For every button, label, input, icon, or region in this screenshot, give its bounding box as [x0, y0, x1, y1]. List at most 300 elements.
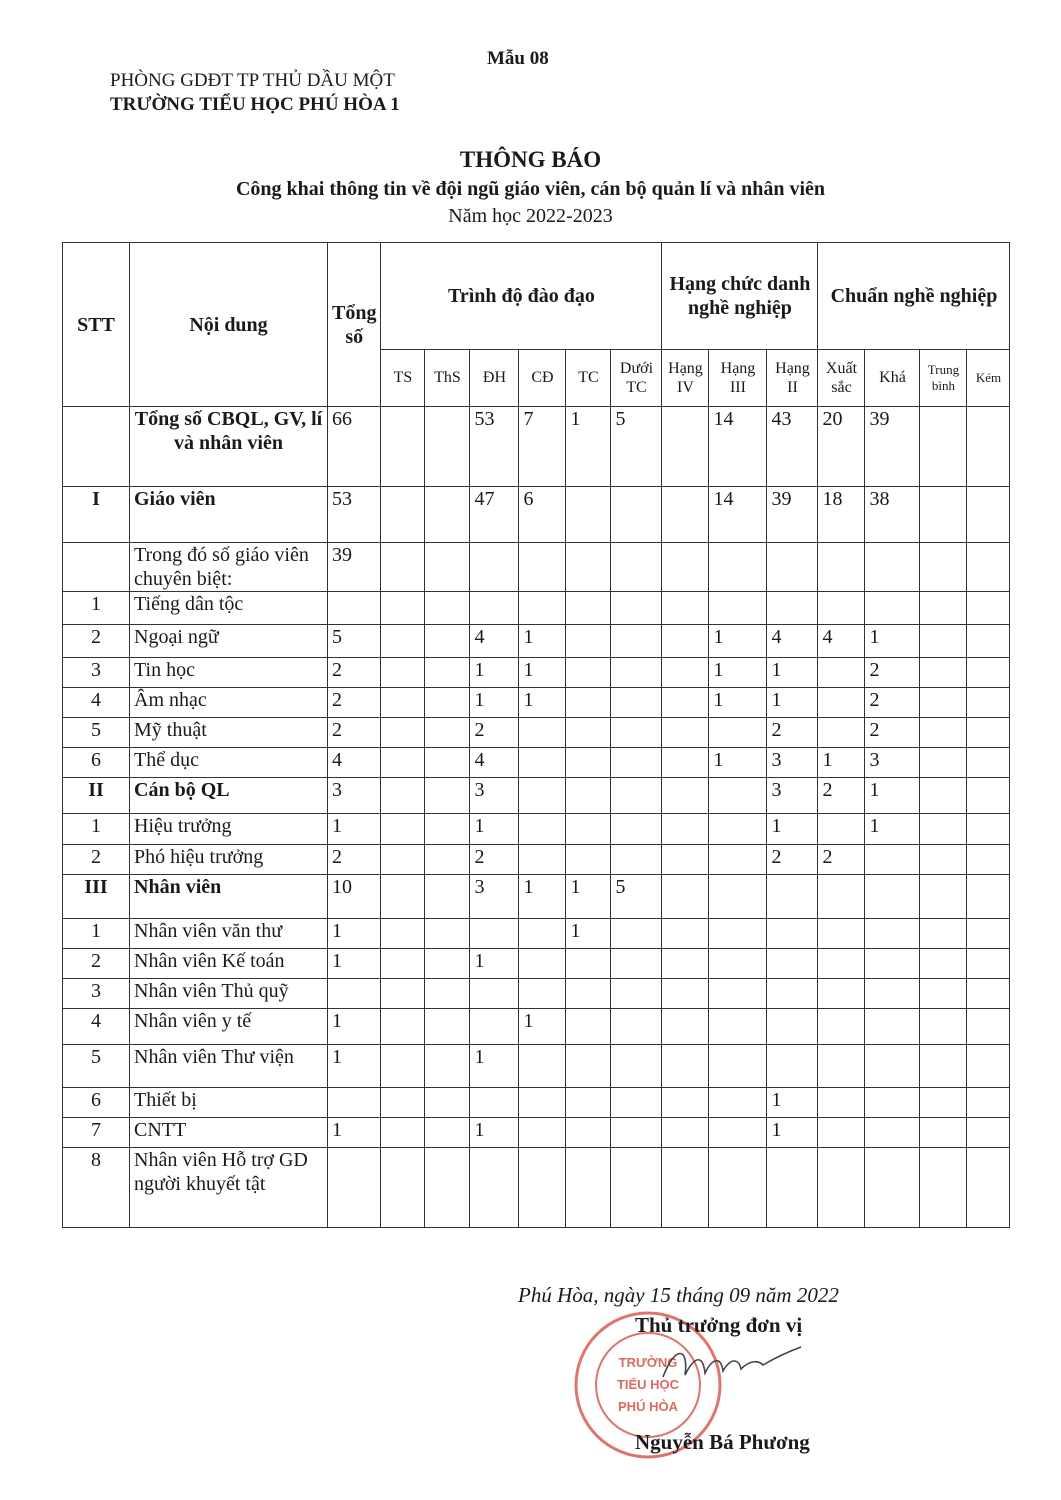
row-h3: 14: [709, 407, 767, 487]
row-total: 1: [328, 949, 381, 979]
row-stt: 4: [63, 1009, 130, 1045]
row-total: 2: [328, 688, 381, 718]
row-duoi: [611, 658, 662, 688]
row-h3: [709, 814, 767, 845]
row-ths: [425, 718, 470, 748]
row-tb: [920, 875, 967, 919]
row-h2: 2: [767, 845, 818, 875]
row-dh: [470, 1088, 519, 1118]
row-content: Thiết bị: [130, 1088, 328, 1118]
row-ts: [381, 688, 425, 718]
row-kha: 2: [865, 658, 920, 688]
row-h2: 3: [767, 778, 818, 814]
row-kha: [865, 845, 920, 875]
row-ts: [381, 407, 425, 487]
row-xs: [818, 875, 865, 919]
table-row: [63, 949, 1010, 979]
row-ts: [381, 875, 425, 919]
header-hang-iv: Hạng IV: [662, 350, 709, 407]
row-kha: 1: [865, 814, 920, 845]
row-kem: [967, 1088, 1010, 1118]
row-ths: [425, 543, 470, 592]
row-dh: [470, 919, 519, 949]
row-tb: [920, 778, 967, 814]
row-h3: [709, 919, 767, 949]
row-total: 4: [328, 748, 381, 778]
row-kem: [967, 778, 1010, 814]
row-tb: [920, 1009, 967, 1045]
row-h2: 2: [767, 718, 818, 748]
row-duoi: [611, 814, 662, 845]
row-tb: [920, 543, 967, 592]
row-xs: [818, 688, 865, 718]
row-cd: [519, 1088, 566, 1118]
row-kha: [865, 875, 920, 919]
row-duoi: 5: [611, 875, 662, 919]
row-kha: [865, 543, 920, 592]
row-tb: [920, 1088, 967, 1118]
header-standard: Chuẩn nghề nghiệp: [818, 243, 1010, 350]
row-h4: [662, 748, 709, 778]
header-ts: TS: [381, 350, 425, 407]
row-xs: [818, 1009, 865, 1045]
row-kem: [967, 979, 1010, 1009]
row-ths: [425, 845, 470, 875]
row-ts: [381, 658, 425, 688]
row-cd: 1: [519, 688, 566, 718]
row-kem: [967, 1148, 1010, 1228]
row-ths: [425, 1118, 470, 1148]
row-cd: 1: [519, 875, 566, 919]
row-h4: [662, 688, 709, 718]
table-row: [63, 688, 1010, 718]
table-row: [63, 1009, 1010, 1045]
department-name: PHÒNG GDĐT TP THỦ DẦU MỘT: [110, 70, 395, 91]
row-h3: 1: [709, 748, 767, 778]
row-tb: [920, 949, 967, 979]
row-xs: [818, 1118, 865, 1148]
row-content: Phó hiệu trưởng: [130, 845, 328, 875]
row-ts: [381, 979, 425, 1009]
row-ts: [381, 919, 425, 949]
row-duoi: [611, 949, 662, 979]
row-stt: 2: [63, 845, 130, 875]
row-content: Trong đó số giáo viên chuyên biệt:: [130, 543, 328, 592]
row-cd: 7: [519, 407, 566, 487]
row-xs: [818, 919, 865, 949]
row-total: 2: [328, 658, 381, 688]
row-kem: [967, 543, 1010, 592]
row-kem: [967, 625, 1010, 658]
row-duoi: [611, 778, 662, 814]
svg-text:TRƯỜNG: TRƯỜNG: [618, 1355, 678, 1370]
row-duoi: [611, 979, 662, 1009]
row-tc: [566, 1045, 611, 1088]
row-ths: [425, 1088, 470, 1118]
row-h2: 1: [767, 1118, 818, 1148]
row-tb: [920, 748, 967, 778]
row-ths: [425, 748, 470, 778]
row-xs: 2: [818, 845, 865, 875]
row-kha: 1: [865, 625, 920, 658]
row-ts: [381, 1148, 425, 1228]
row-h2: [767, 543, 818, 592]
table-row: [63, 748, 1010, 778]
row-ts: [381, 718, 425, 748]
row-h2: [767, 1009, 818, 1045]
row-h4: [662, 814, 709, 845]
row-h4: [662, 1118, 709, 1148]
row-total: 2: [328, 718, 381, 748]
row-dh: 1: [470, 949, 519, 979]
row-tc: [566, 688, 611, 718]
row-tc: 1: [566, 875, 611, 919]
row-cd: [519, 718, 566, 748]
row-h2: [767, 1045, 818, 1088]
row-stt: 1: [63, 592, 130, 625]
table-row: [63, 919, 1010, 949]
row-xs: 4: [818, 625, 865, 658]
row-kem: [967, 1045, 1010, 1088]
row-h2: 1: [767, 688, 818, 718]
row-h2: [767, 592, 818, 625]
row-h3: [709, 1088, 767, 1118]
row-h4: [662, 919, 709, 949]
row-h2: [767, 1148, 818, 1228]
row-kem: [967, 814, 1010, 845]
row-h3: [709, 718, 767, 748]
row-kha: [865, 1118, 920, 1148]
row-h4: [662, 949, 709, 979]
row-duoi: [611, 543, 662, 592]
row-dh: 47: [470, 487, 519, 543]
row-tc: [566, 1148, 611, 1228]
row-dh: 4: [470, 625, 519, 658]
row-cd: 1: [519, 1009, 566, 1045]
row-tc: 1: [566, 407, 611, 487]
row-h4: [662, 592, 709, 625]
row-duoi: [611, 748, 662, 778]
row-tc: [566, 1118, 611, 1148]
header-content: Nội dung: [130, 243, 328, 407]
row-h3: [709, 1045, 767, 1088]
row-tc: [566, 592, 611, 625]
row-total: 39: [328, 543, 381, 592]
row-kem: [967, 1118, 1010, 1148]
row-kha: 2: [865, 688, 920, 718]
row-cd: [519, 979, 566, 1009]
row-xs: [818, 543, 865, 592]
row-duoi: [611, 688, 662, 718]
row-ts: [381, 543, 425, 592]
row-kha: [865, 1148, 920, 1228]
document-title: THÔNG BÁO: [459, 147, 602, 172]
row-tb: [920, 845, 967, 875]
row-total: 1: [328, 1118, 381, 1148]
row-kha: 1: [865, 778, 920, 814]
header-rank: Hạng chức danh nghề nghiệp: [662, 243, 818, 350]
row-xs: [818, 949, 865, 979]
row-ths: [425, 592, 470, 625]
row-content: Ngoại ngữ: [130, 625, 328, 658]
row-h4: [662, 718, 709, 748]
row-content: Tổng số CBQL, GV, lí và nhân viên: [130, 407, 328, 487]
row-duoi: [611, 1118, 662, 1148]
row-tc: [566, 625, 611, 658]
row-kha: 3: [865, 748, 920, 778]
row-duoi: [611, 487, 662, 543]
row-h2: 3: [767, 748, 818, 778]
row-h2: 1: [767, 1088, 818, 1118]
row-duoi: [611, 1148, 662, 1228]
row-tb: [920, 1118, 967, 1148]
row-kha: [865, 1009, 920, 1045]
row-ths: [425, 778, 470, 814]
row-total: [328, 1088, 381, 1118]
row-cd: [519, 592, 566, 625]
row-stt: 2: [63, 625, 130, 658]
row-ths: [425, 1045, 470, 1088]
table-row: [63, 658, 1010, 688]
table-row: [63, 592, 1010, 625]
row-stt: 5: [63, 718, 130, 748]
row-h4: [662, 875, 709, 919]
svg-text:TIỂU HỌC: TIỂU HỌC: [616, 1377, 680, 1392]
row-tc: [566, 845, 611, 875]
row-xs: [818, 979, 865, 1009]
row-total: 66: [328, 407, 381, 487]
row-cd: [519, 814, 566, 845]
row-cd: [519, 1118, 566, 1148]
row-ths: [425, 407, 470, 487]
row-h4: [662, 407, 709, 487]
row-h4: [662, 625, 709, 658]
row-xs: [818, 718, 865, 748]
header-training: Trình độ đào đạo: [381, 243, 662, 350]
row-h2: [767, 875, 818, 919]
row-dh: [470, 592, 519, 625]
form-number: Mẫu 08: [487, 48, 549, 69]
row-h4: [662, 658, 709, 688]
row-h2: [767, 979, 818, 1009]
header-hang-iii: Hạng III: [709, 350, 767, 407]
signature: [655, 1335, 815, 1395]
row-tc: [566, 543, 611, 592]
row-kem: [967, 718, 1010, 748]
row-h3: [709, 949, 767, 979]
row-kem: [967, 845, 1010, 875]
row-ths: [425, 487, 470, 543]
table-row: [63, 625, 1010, 658]
row-h3: 1: [709, 688, 767, 718]
header-total: Tổng số: [328, 243, 381, 407]
row-h3: [709, 778, 767, 814]
row-total: 2: [328, 845, 381, 875]
row-ts: [381, 487, 425, 543]
header-tc: TC: [566, 350, 611, 407]
row-dh: [470, 1009, 519, 1045]
row-h2: 43: [767, 407, 818, 487]
row-h4: [662, 979, 709, 1009]
table-row: [63, 718, 1010, 748]
row-total: 1: [328, 814, 381, 845]
row-duoi: [611, 718, 662, 748]
row-cd: [519, 1045, 566, 1088]
row-h3: [709, 1118, 767, 1148]
row-kha: [865, 979, 920, 1009]
row-xs: [818, 1088, 865, 1118]
signer-name: Nguyễn Bá Phương: [635, 1430, 810, 1454]
row-ts: [381, 845, 425, 875]
table-row: [63, 543, 1010, 592]
row-h4: [662, 1088, 709, 1118]
row-total: [328, 592, 381, 625]
row-kem: [967, 1009, 1010, 1045]
row-h4: [662, 778, 709, 814]
row-ths: [425, 1148, 470, 1228]
row-xs: [818, 658, 865, 688]
row-dh: [470, 979, 519, 1009]
row-stt: 1: [63, 919, 130, 949]
table-row: [63, 875, 1010, 919]
row-duoi: [611, 592, 662, 625]
row-total: 5: [328, 625, 381, 658]
row-content: Nhân viên y tế: [130, 1009, 328, 1045]
row-kha: [865, 1045, 920, 1088]
row-dh: 1: [470, 814, 519, 845]
header-dh: ĐH: [470, 350, 519, 407]
row-h3: [709, 1009, 767, 1045]
row-duoi: [611, 919, 662, 949]
header-duoi-tc: Dưới TC: [611, 350, 662, 407]
row-total: [328, 979, 381, 1009]
table-row: [63, 778, 1010, 814]
school-year: Năm học 2022-2023: [448, 205, 613, 227]
row-tb: [920, 814, 967, 845]
row-h3: [709, 979, 767, 1009]
row-h2: [767, 949, 818, 979]
row-total: 3: [328, 778, 381, 814]
row-duoi: [611, 845, 662, 875]
row-tb: [920, 688, 967, 718]
row-stt: 3: [63, 979, 130, 1009]
table-row: [63, 979, 1010, 1009]
row-tc: [566, 1088, 611, 1118]
row-cd: [519, 1148, 566, 1228]
table-row: [63, 814, 1010, 845]
row-ths: [425, 625, 470, 658]
row-dh: 4: [470, 748, 519, 778]
row-ts: [381, 1045, 425, 1088]
row-duoi: [611, 1045, 662, 1088]
row-stt: III: [63, 875, 130, 919]
row-total: 1: [328, 1045, 381, 1088]
row-dh: 2: [470, 718, 519, 748]
row-dh: 3: [470, 778, 519, 814]
row-h4: [662, 487, 709, 543]
row-stt: II: [63, 778, 130, 814]
row-total: [328, 1148, 381, 1228]
row-dh: 3: [470, 875, 519, 919]
row-stt: 4: [63, 688, 130, 718]
row-tc: [566, 718, 611, 748]
row-tb: [920, 407, 967, 487]
row-content: Âm nhạc: [130, 688, 328, 718]
row-kha: [865, 592, 920, 625]
row-xs: 18: [818, 487, 865, 543]
row-tb: [920, 718, 967, 748]
row-h4: [662, 845, 709, 875]
row-ths: [425, 1009, 470, 1045]
row-ths: [425, 949, 470, 979]
row-tc: [566, 979, 611, 1009]
row-xs: 1: [818, 748, 865, 778]
row-stt: 8: [63, 1148, 130, 1228]
row-h2: 1: [767, 658, 818, 688]
row-cd: [519, 778, 566, 814]
row-h4: [662, 1148, 709, 1228]
row-tc: [566, 778, 611, 814]
row-total: 53: [328, 487, 381, 543]
row-content: Nhân viên Thủ quỹ: [130, 979, 328, 1009]
row-kha: [865, 919, 920, 949]
table-row: [63, 1148, 1010, 1228]
row-ts: [381, 949, 425, 979]
row-h3: 1: [709, 658, 767, 688]
row-content: Nhân viên Thư viện: [130, 1045, 328, 1088]
row-cd: [519, 919, 566, 949]
row-tb: [920, 919, 967, 949]
row-h4: [662, 543, 709, 592]
row-tc: [566, 1009, 611, 1045]
row-content: Nhân viên: [130, 875, 328, 919]
row-content: Hiệu trưởng: [130, 814, 328, 845]
row-cd: [519, 845, 566, 875]
row-kha: [865, 949, 920, 979]
row-ths: [425, 658, 470, 688]
header-stt: STT: [63, 243, 130, 407]
row-cd: [519, 543, 566, 592]
row-cd: 1: [519, 625, 566, 658]
row-dh: 1: [470, 658, 519, 688]
header-kem: Kém: [967, 350, 1010, 407]
row-stt: [63, 407, 130, 487]
row-duoi: 5: [611, 407, 662, 487]
header-cd: CĐ: [519, 350, 566, 407]
row-h4: [662, 1009, 709, 1045]
row-ths: [425, 875, 470, 919]
row-h2: [767, 919, 818, 949]
row-duoi: [611, 625, 662, 658]
table-row: [63, 1118, 1010, 1148]
row-cd: 1: [519, 658, 566, 688]
row-stt: 7: [63, 1118, 130, 1148]
row-ts: [381, 1088, 425, 1118]
row-kha: [865, 1088, 920, 1118]
row-kem: [967, 949, 1010, 979]
header-kha: Khá: [865, 350, 920, 407]
row-xs: [818, 592, 865, 625]
sign-title: Thủ trưởng đơn vị: [635, 1313, 803, 1337]
row-content: Mỹ thuật: [130, 718, 328, 748]
header-xuat-sac: Xuất sắc: [818, 350, 865, 407]
row-stt: 6: [63, 1088, 130, 1118]
row-ts: [381, 748, 425, 778]
row-tb: [920, 1148, 967, 1228]
row-tc: [566, 949, 611, 979]
row-ts: [381, 1118, 425, 1148]
row-tb: [920, 625, 967, 658]
